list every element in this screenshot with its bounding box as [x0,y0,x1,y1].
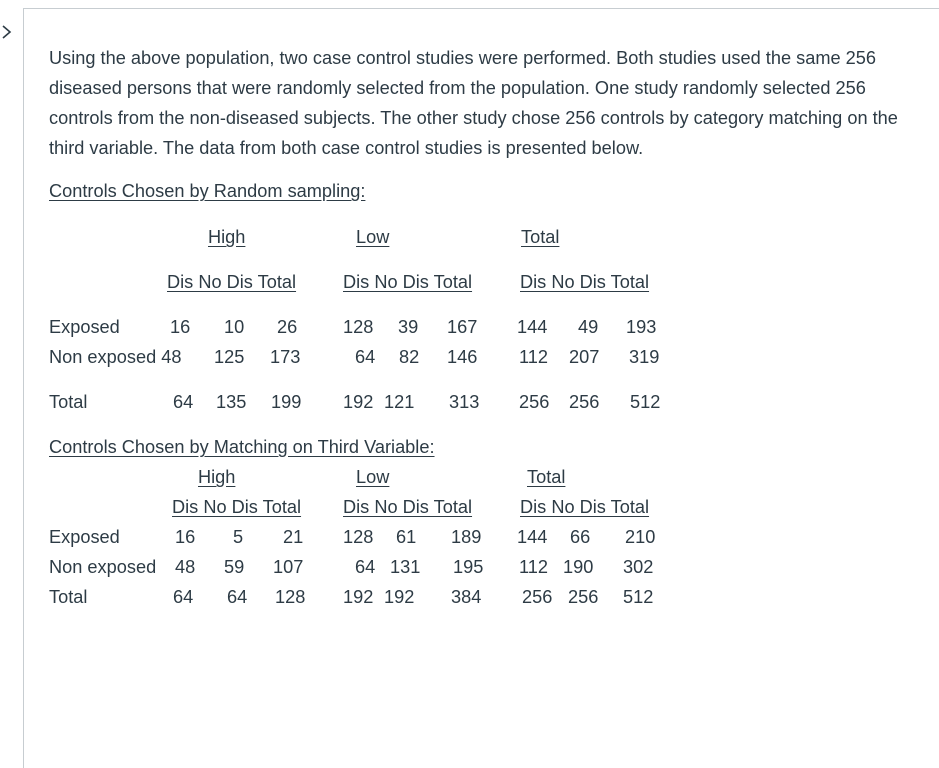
random-subheader-total: Dis No Dis Total [520,272,650,292]
matched-cell: 210 [625,527,656,547]
random-cell: 128 [343,317,374,337]
random-cell: 256 [569,392,600,412]
random-group-total: Total [521,227,560,247]
random-cell: 256 [519,392,550,412]
random-cell: 193 [626,317,657,337]
random-study-heading: Controls Chosen by Random sampling: [49,181,366,201]
random-cell: 192 [343,392,374,412]
matched-cell: 512 [623,587,654,607]
random-cell: 121 [384,392,415,412]
matched-cell: 59 [224,557,245,577]
random-cell: 16 [170,317,191,337]
random-cell: 26 [277,317,298,337]
random-cell: 64 [355,347,376,367]
random-cell: 199 [271,392,302,412]
random-cell: 313 [449,392,480,412]
matched-subheader-total: Dis No Dis Total [520,497,650,517]
matched-cell: 64 [173,587,194,607]
random-cell: 512 [630,392,661,412]
matched-group-total: Total [527,467,566,487]
matched-cell: 107 [273,557,304,577]
random-cell: 173 [270,347,301,367]
matched-cell: 189 [451,527,482,547]
matched-cell: 5 [233,527,244,547]
matched-cell: 112 [519,557,548,577]
matched-subheader-low: Dis No Dis Total [343,497,473,517]
matched-cell: 192 [343,587,374,607]
matched-cell: 131 [390,557,421,577]
matched-group-high: High [198,467,236,487]
random-subheader-high: Dis No Dis Total [167,272,297,292]
random-cell: 135 [216,392,247,412]
random-group-low: Low [356,227,390,247]
matched-cell: 66 [570,527,591,547]
matched-cell: 195 [453,557,484,577]
random-cell: 112 [519,347,548,367]
random-cell: 39 [398,317,419,337]
matched-cell: 128 [343,527,374,547]
matched-study-heading: Controls Chosen by Matching on Third Variable: [49,437,435,457]
matched-cell: 302 [623,557,654,577]
random-row-label-exposed: Exposed [49,317,120,337]
matched-cell: 256 [522,587,553,607]
matched-cell: 61 [396,527,417,547]
random-cell: 82 [399,347,420,367]
chevron-right-icon[interactable] [0,24,14,40]
matched-cell: 128 [275,587,306,607]
random-cell: 125 [214,347,245,367]
matched-cell: 256 [568,587,599,607]
matched-row-label-total: Total [49,587,88,607]
random-row-label-non-exposed: Non exposed 48 [49,347,182,367]
random-cell: 10 [224,317,245,337]
random-cell: 319 [629,347,660,367]
matched-cell: 384 [451,587,482,607]
matched-row-label-non-exposed: Non exposed [49,557,157,577]
random-cell: 167 [447,317,478,337]
matched-cell: 64 [355,557,376,577]
random-subheader-low: Dis No Dis Total [343,272,473,292]
matched-cell: 192 [384,587,415,607]
random-cell: 144 [517,317,548,337]
random-cell: 49 [578,317,599,337]
random-cell: 207 [569,347,600,367]
matched-group-low: Low [356,467,390,487]
matched-cell: 16 [175,527,196,547]
matched-cell: 144 [517,527,548,547]
matched-row-label-exposed: Exposed [49,527,120,547]
matched-subheader-high: Dis No Dis Total [172,497,302,517]
random-cell: 146 [447,347,478,367]
matched-cell: 190 [563,557,594,577]
random-group-high: High [208,227,246,247]
matched-cell: 21 [283,527,304,547]
intro-paragraph: Using the above population, two case control studies were performed. Both studies used the same 256 diseased persons that were randomly selected from the population. One study randomly selected 256 controls from the non-diseased subjects. The other study chose 256 controls by category matching on the third variable. The data from both case control studies is presented below. [49,48,898,158]
random-row-label-total: Total [49,392,88,412]
matched-cell: 64 [227,587,248,607]
matched-cell: 48 [175,557,196,577]
random-cell: 64 [173,392,194,412]
